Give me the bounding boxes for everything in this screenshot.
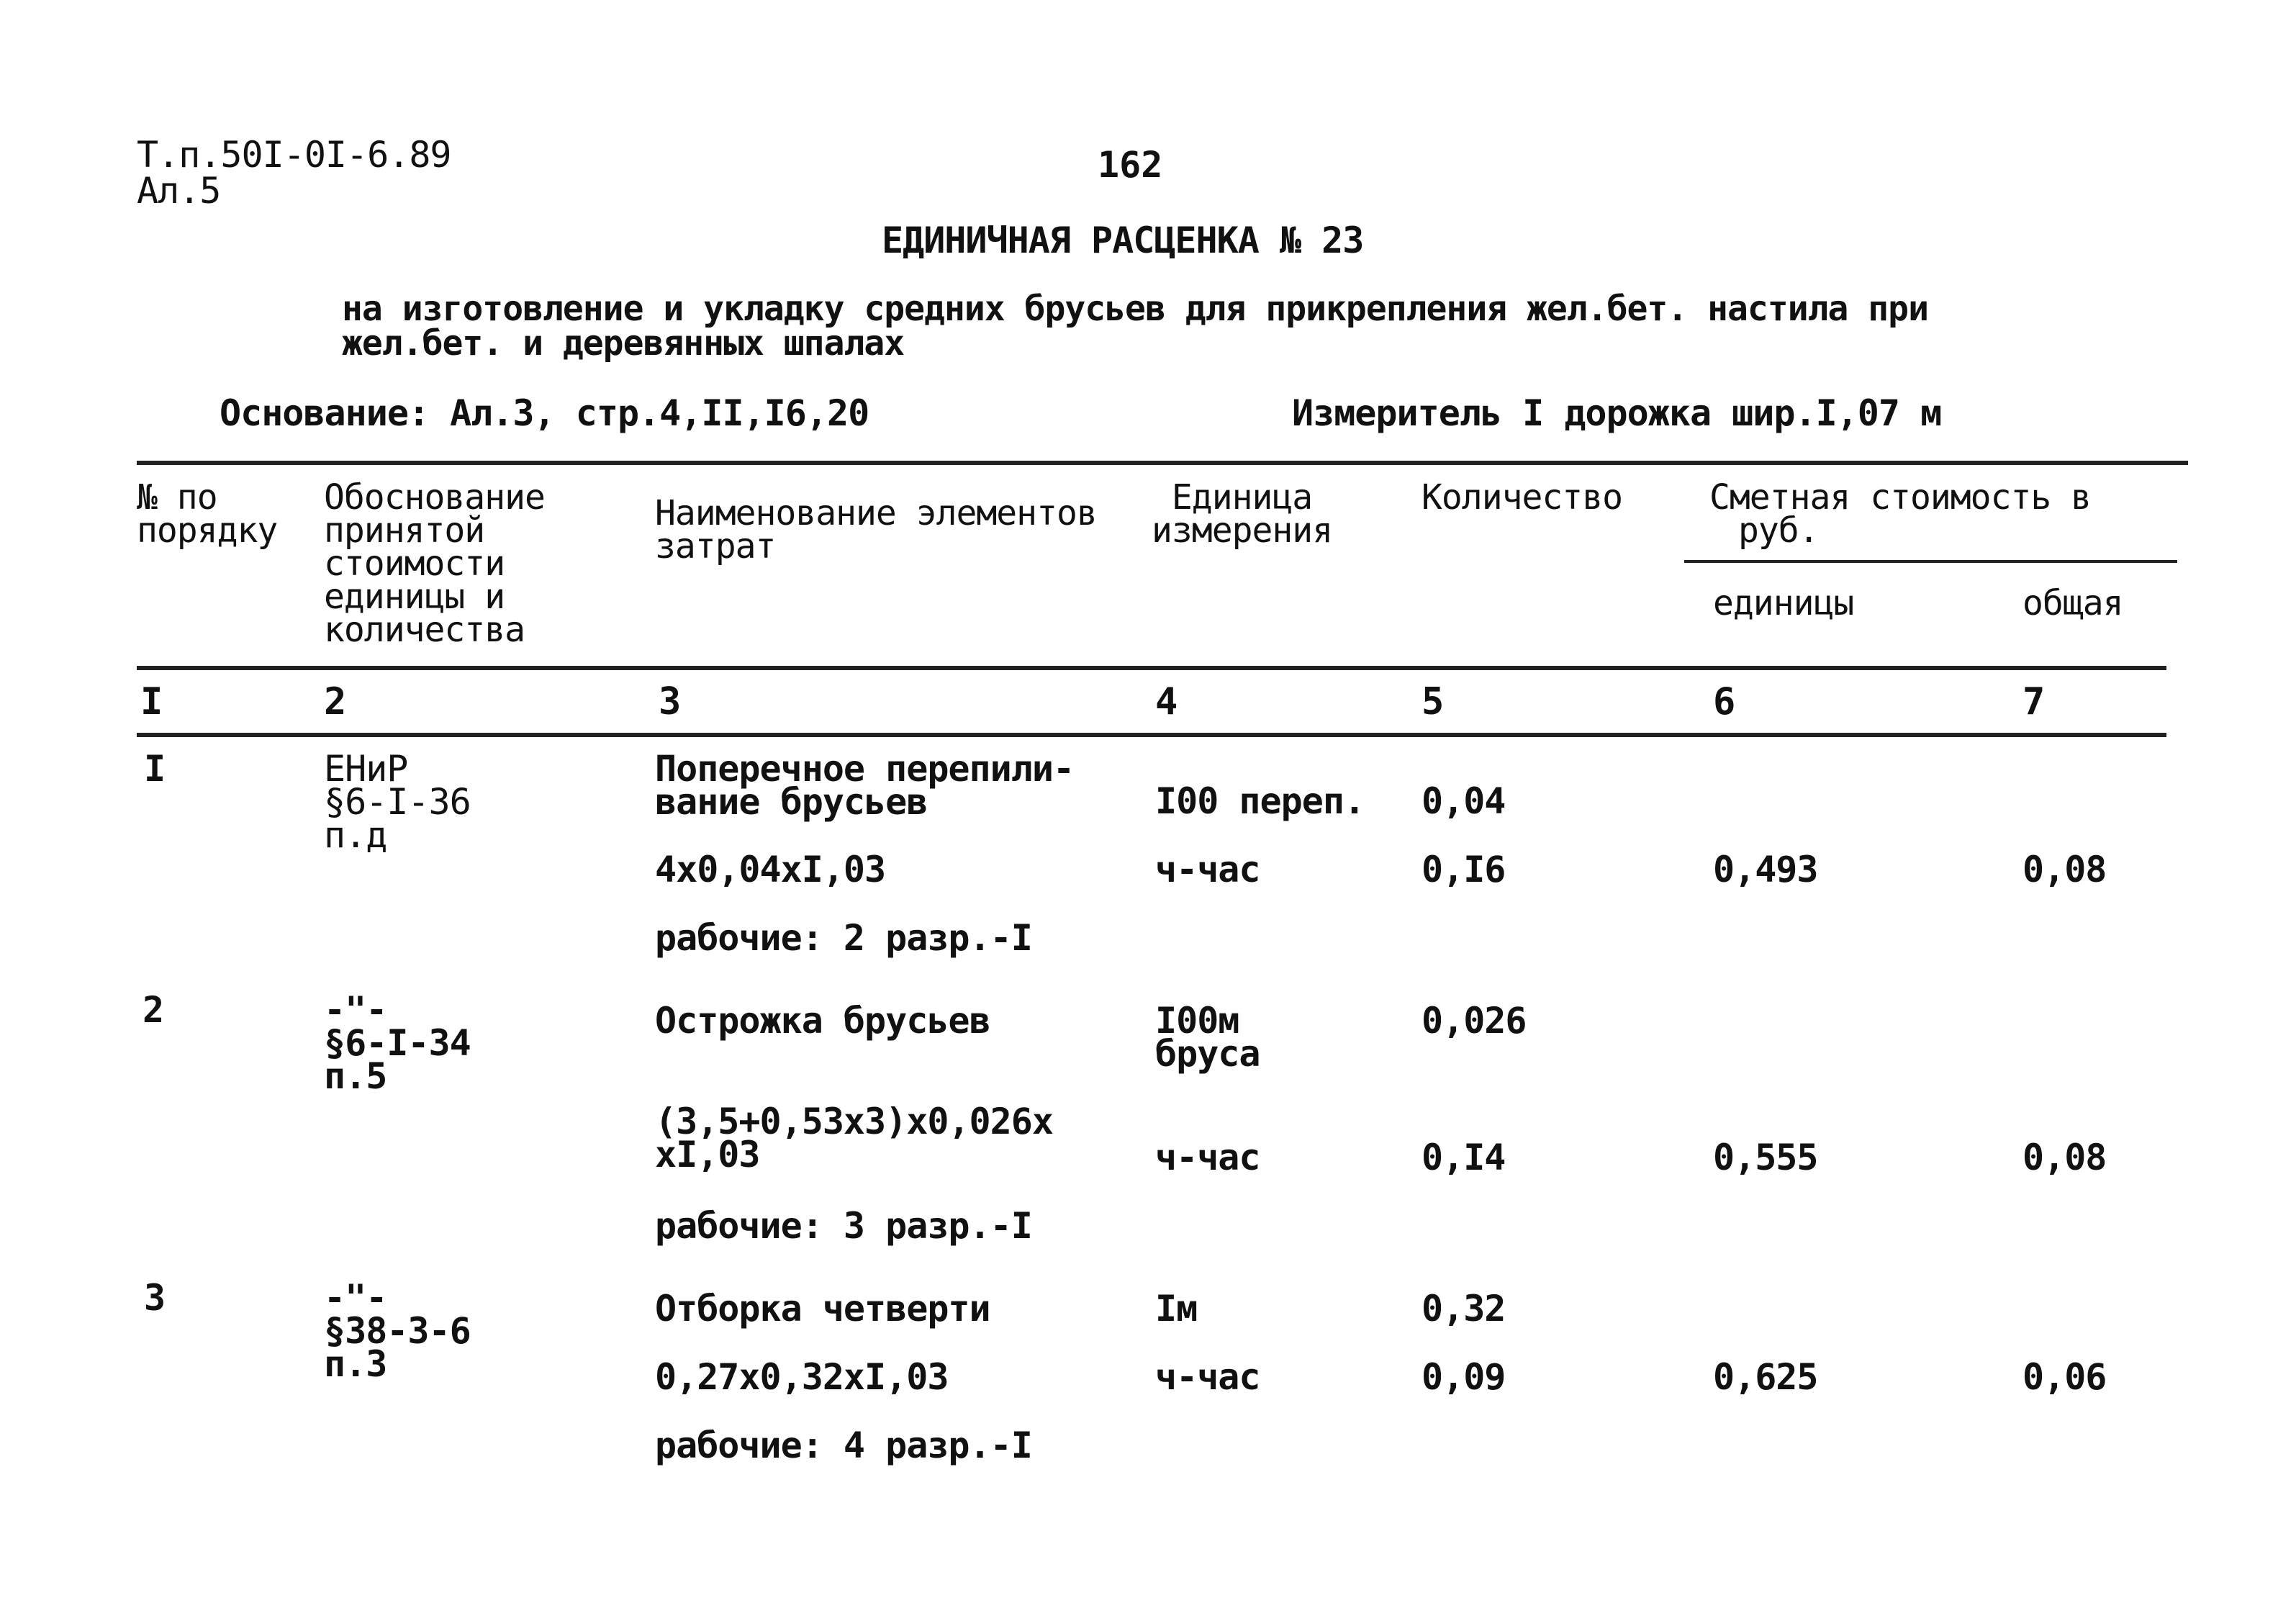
row2-basis-line: п.5 <box>324 1055 387 1097</box>
row2-basis-line: -"- <box>324 989 387 1031</box>
row1-basis-line: §6-I-36 <box>324 781 471 823</box>
row1-line2-unit-cost: 0,493 <box>1713 849 1818 890</box>
row3-number: 3 <box>144 1277 166 1319</box>
row2-line2-unit-cost: 0,555 <box>1713 1137 1818 1178</box>
row3-line1-unit: Iм <box>1155 1288 1198 1330</box>
row2-line1-unit: I00м бруса <box>1155 1000 1260 1075</box>
header-col2-line: стоимости <box>324 543 505 584</box>
name-line: (3,5+0,53х3)х0,026х <box>655 1101 1053 1142</box>
row2-line1-name: Острожка брусьев <box>655 1000 990 1042</box>
header-col2-line: Обоснование <box>324 477 545 518</box>
header-col6: единицы <box>1713 583 1854 623</box>
header-col4-line: измерения <box>1152 510 1333 551</box>
doc-ref-line2: Ал.5 <box>137 170 221 212</box>
column-number: 5 <box>1422 680 1445 723</box>
row3-line2-unit: ч-час <box>1155 1356 1260 1398</box>
row1-line2-unit: ч-час <box>1155 849 1260 890</box>
row2-line2-unit: ч-час <box>1155 1137 1260 1178</box>
row1-basis-line: ЕНиР <box>324 748 408 790</box>
row1-workers: рабочие: 2 разр.-I <box>655 917 1032 959</box>
header-col3-line: Наименование элементов <box>655 493 1097 533</box>
row3-line2-qty: 0,09 <box>1422 1356 1506 1398</box>
column-number: 2 <box>324 680 347 723</box>
column-number: I <box>140 680 163 723</box>
basis-text: Основание: Ал.3, стр.4,II,I6,20 <box>220 392 869 434</box>
header-col4-line: Единица <box>1171 477 1313 518</box>
header-col3-line: затрат <box>655 526 776 566</box>
name-line: Поперечное перепили- <box>655 748 1075 790</box>
column-number: 4 <box>1155 680 1178 723</box>
subtitle-line2: жел.бет. и деревянных шпалах <box>342 323 905 364</box>
row2-number: 2 <box>143 989 164 1031</box>
column-number: 7 <box>2022 680 2046 723</box>
row3-basis-line: п.3 <box>324 1343 387 1385</box>
row3-basis-line: -"- <box>324 1277 387 1319</box>
row1-line2-qty: 0,I6 <box>1422 849 1506 890</box>
document-subtitle <box>342 289 1928 364</box>
header-col5: Количество <box>1422 477 1622 518</box>
row3-line2-name: 0,27х0,32хI,03 <box>655 1356 949 1398</box>
name-line: хI,03 <box>655 1134 760 1175</box>
row3-line2-total: 0,06 <box>2022 1356 2107 1398</box>
row2-line1-qty: 0,026 <box>1422 1000 1527 1042</box>
row1-line1-unit: I00 переп. <box>1155 780 1365 822</box>
document-reference <box>137 134 451 212</box>
name-line: вание брусьев <box>655 781 928 823</box>
row3-workers: рабочие: 4 разр.-I <box>655 1425 1032 1466</box>
header-col2 <box>324 477 545 650</box>
cost-subheader-rule <box>1684 560 2177 563</box>
row3-basis <box>324 1277 471 1385</box>
column-number: 3 <box>659 680 682 723</box>
row2-line2-qty: 0,I4 <box>1422 1137 1506 1178</box>
header-col2-line: принятой <box>324 510 485 551</box>
column-number: 6 <box>1713 680 1736 723</box>
row3-line1-qty: 0,32 <box>1422 1288 1506 1330</box>
row1-line1-qty: 0,04 <box>1422 780 1506 822</box>
header-col1 <box>137 477 278 551</box>
row3-basis-line: §38-3-6 <box>324 1310 471 1352</box>
header-col2-line: единицы и <box>324 577 505 617</box>
row2-line2-name <box>655 1101 1053 1175</box>
row3-line2-unit-cost: 0,625 <box>1713 1356 1818 1398</box>
row2-basis <box>324 989 471 1097</box>
row2-basis-line: §6-I-34 <box>324 1022 471 1064</box>
row2-line2-total: 0,08 <box>2022 1137 2107 1178</box>
page-number: 162 <box>1098 144 1163 186</box>
header-col67-line: руб. <box>1738 510 1819 551</box>
document-title: ЕДИНИЧНАЯ РАСЦЕНКА № 23 <box>882 220 1364 261</box>
header-col4 <box>1152 477 1333 551</box>
row1-line2-total: 0,08 <box>2022 849 2107 890</box>
header-bottom-rule <box>137 666 2166 670</box>
row1-number: I <box>144 748 166 790</box>
header-col1-line: № по <box>137 477 217 518</box>
row2-workers: рабочие: 3 разр.-I <box>655 1205 1032 1247</box>
header-col67-line: Сметная стоимость в <box>1709 477 2092 518</box>
row3-line1-name: Отборка четверти <box>655 1288 990 1330</box>
row1-basis <box>324 748 471 856</box>
header-col1-line: порядку <box>137 510 278 551</box>
row1-line2-name: 4х0,04хI,03 <box>655 849 886 890</box>
header-col3 <box>655 493 1097 566</box>
header-col67 <box>1709 477 2092 551</box>
row1-line1-name <box>655 748 1075 823</box>
table-top-rule <box>137 461 2188 465</box>
column-numbers-rule <box>137 733 2166 737</box>
subtitle-line1: на изготовление и укладку средних брусьев для прикрепления жел.бет. настила при <box>342 289 1928 329</box>
header-col7: общая <box>2022 583 2123 623</box>
header-col2-line: количества <box>324 610 525 650</box>
measure-text: Измеритель I дорожка шир.I,07 м <box>1292 392 1942 434</box>
doc-ref-line1: Т.п.50I-0I-6.89 <box>137 134 451 176</box>
row1-basis-line: п.д <box>324 814 387 856</box>
